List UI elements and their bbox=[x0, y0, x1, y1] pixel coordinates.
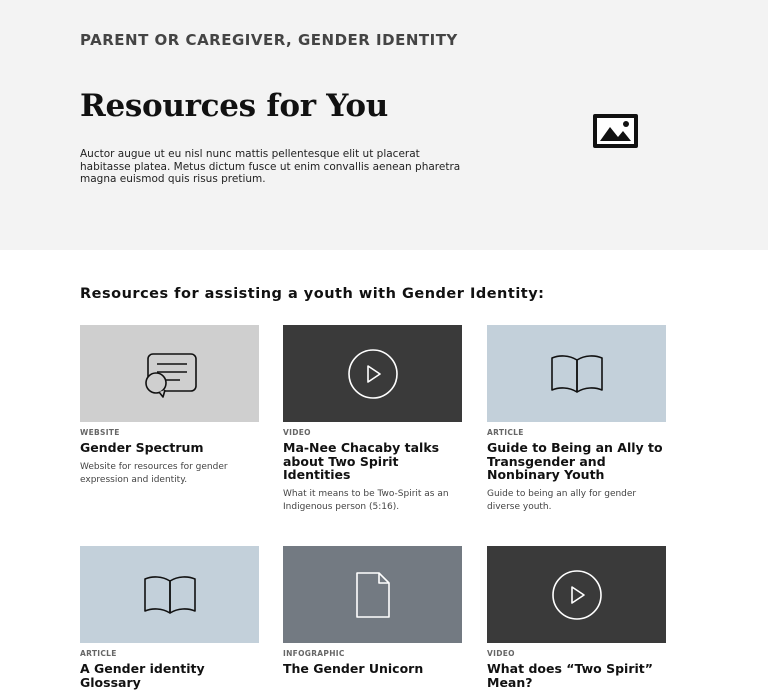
resource-card[interactable] bbox=[487, 546, 666, 689]
card-type: INFOGRAPHIC bbox=[283, 649, 345, 658]
card-title[interactable]: The Gender Unicorn bbox=[283, 661, 424, 676]
page-title: Resources for You bbox=[80, 88, 389, 124]
card-type: VIDEO bbox=[283, 428, 311, 437]
card-thumbnail[interactable] bbox=[283, 546, 462, 643]
play-icon bbox=[551, 569, 603, 621]
card-description: Website for resources for gender expression and identity. bbox=[80, 461, 228, 485]
section-title: Resources for assisting a youth with Gender Identity: bbox=[80, 286, 545, 302]
card-type: WEBSITE bbox=[80, 428, 120, 437]
book-icon bbox=[142, 573, 198, 617]
image-placeholder-icon bbox=[593, 114, 638, 148]
hero-eyebrow: PARENT OR CAREGIVER, GENDER IDENTITY bbox=[80, 31, 458, 49]
resource-card[interactable] bbox=[283, 546, 462, 676]
card-description: What it means to be Two-Spirit as an Indigenous person (5:16). bbox=[283, 488, 449, 512]
play-icon bbox=[347, 348, 399, 400]
card-type: VIDEO bbox=[487, 649, 515, 658]
resource-card[interactable] bbox=[487, 325, 666, 515]
resource-card[interactable] bbox=[80, 325, 259, 488]
hero-section bbox=[0, 0, 768, 250]
card-type: ARTICLE bbox=[487, 428, 524, 437]
card-thumbnail[interactable] bbox=[80, 325, 259, 422]
card-title[interactable]: Guide to Being an Ally to Transgender and Nonbinary Youth bbox=[487, 440, 663, 482]
card-thumbnail[interactable] bbox=[283, 325, 462, 422]
hero-intro: Auctor augue ut eu nisl nunc mattis pellentesque elit ut placerat habitasse platea. Metus dictum fusce ut enim convallis aenean pharetra magna euismod quis risus pretium. bbox=[80, 148, 461, 185]
website-chat-icon bbox=[142, 350, 198, 398]
card-thumbnail[interactable] bbox=[487, 546, 666, 643]
card-type: ARTICLE bbox=[80, 649, 117, 658]
resource-card[interactable] bbox=[80, 546, 259, 689]
document-icon bbox=[353, 570, 393, 620]
card-title[interactable]: Ma-Nee Chacaby talks about Two Spirit Identities bbox=[283, 440, 440, 482]
card-description: Guide to being an ally for gender diverse youth. bbox=[487, 488, 637, 512]
card-title[interactable]: What does “Two Spirit” Mean? bbox=[487, 661, 653, 690]
resource-card[interactable] bbox=[283, 325, 462, 515]
card-title[interactable]: A Gender identity Glossary bbox=[80, 661, 205, 690]
card-title[interactable]: Gender Spectrum bbox=[80, 440, 204, 455]
card-thumbnail[interactable] bbox=[80, 546, 259, 643]
book-icon bbox=[549, 352, 605, 396]
card-thumbnail[interactable] bbox=[487, 325, 666, 422]
